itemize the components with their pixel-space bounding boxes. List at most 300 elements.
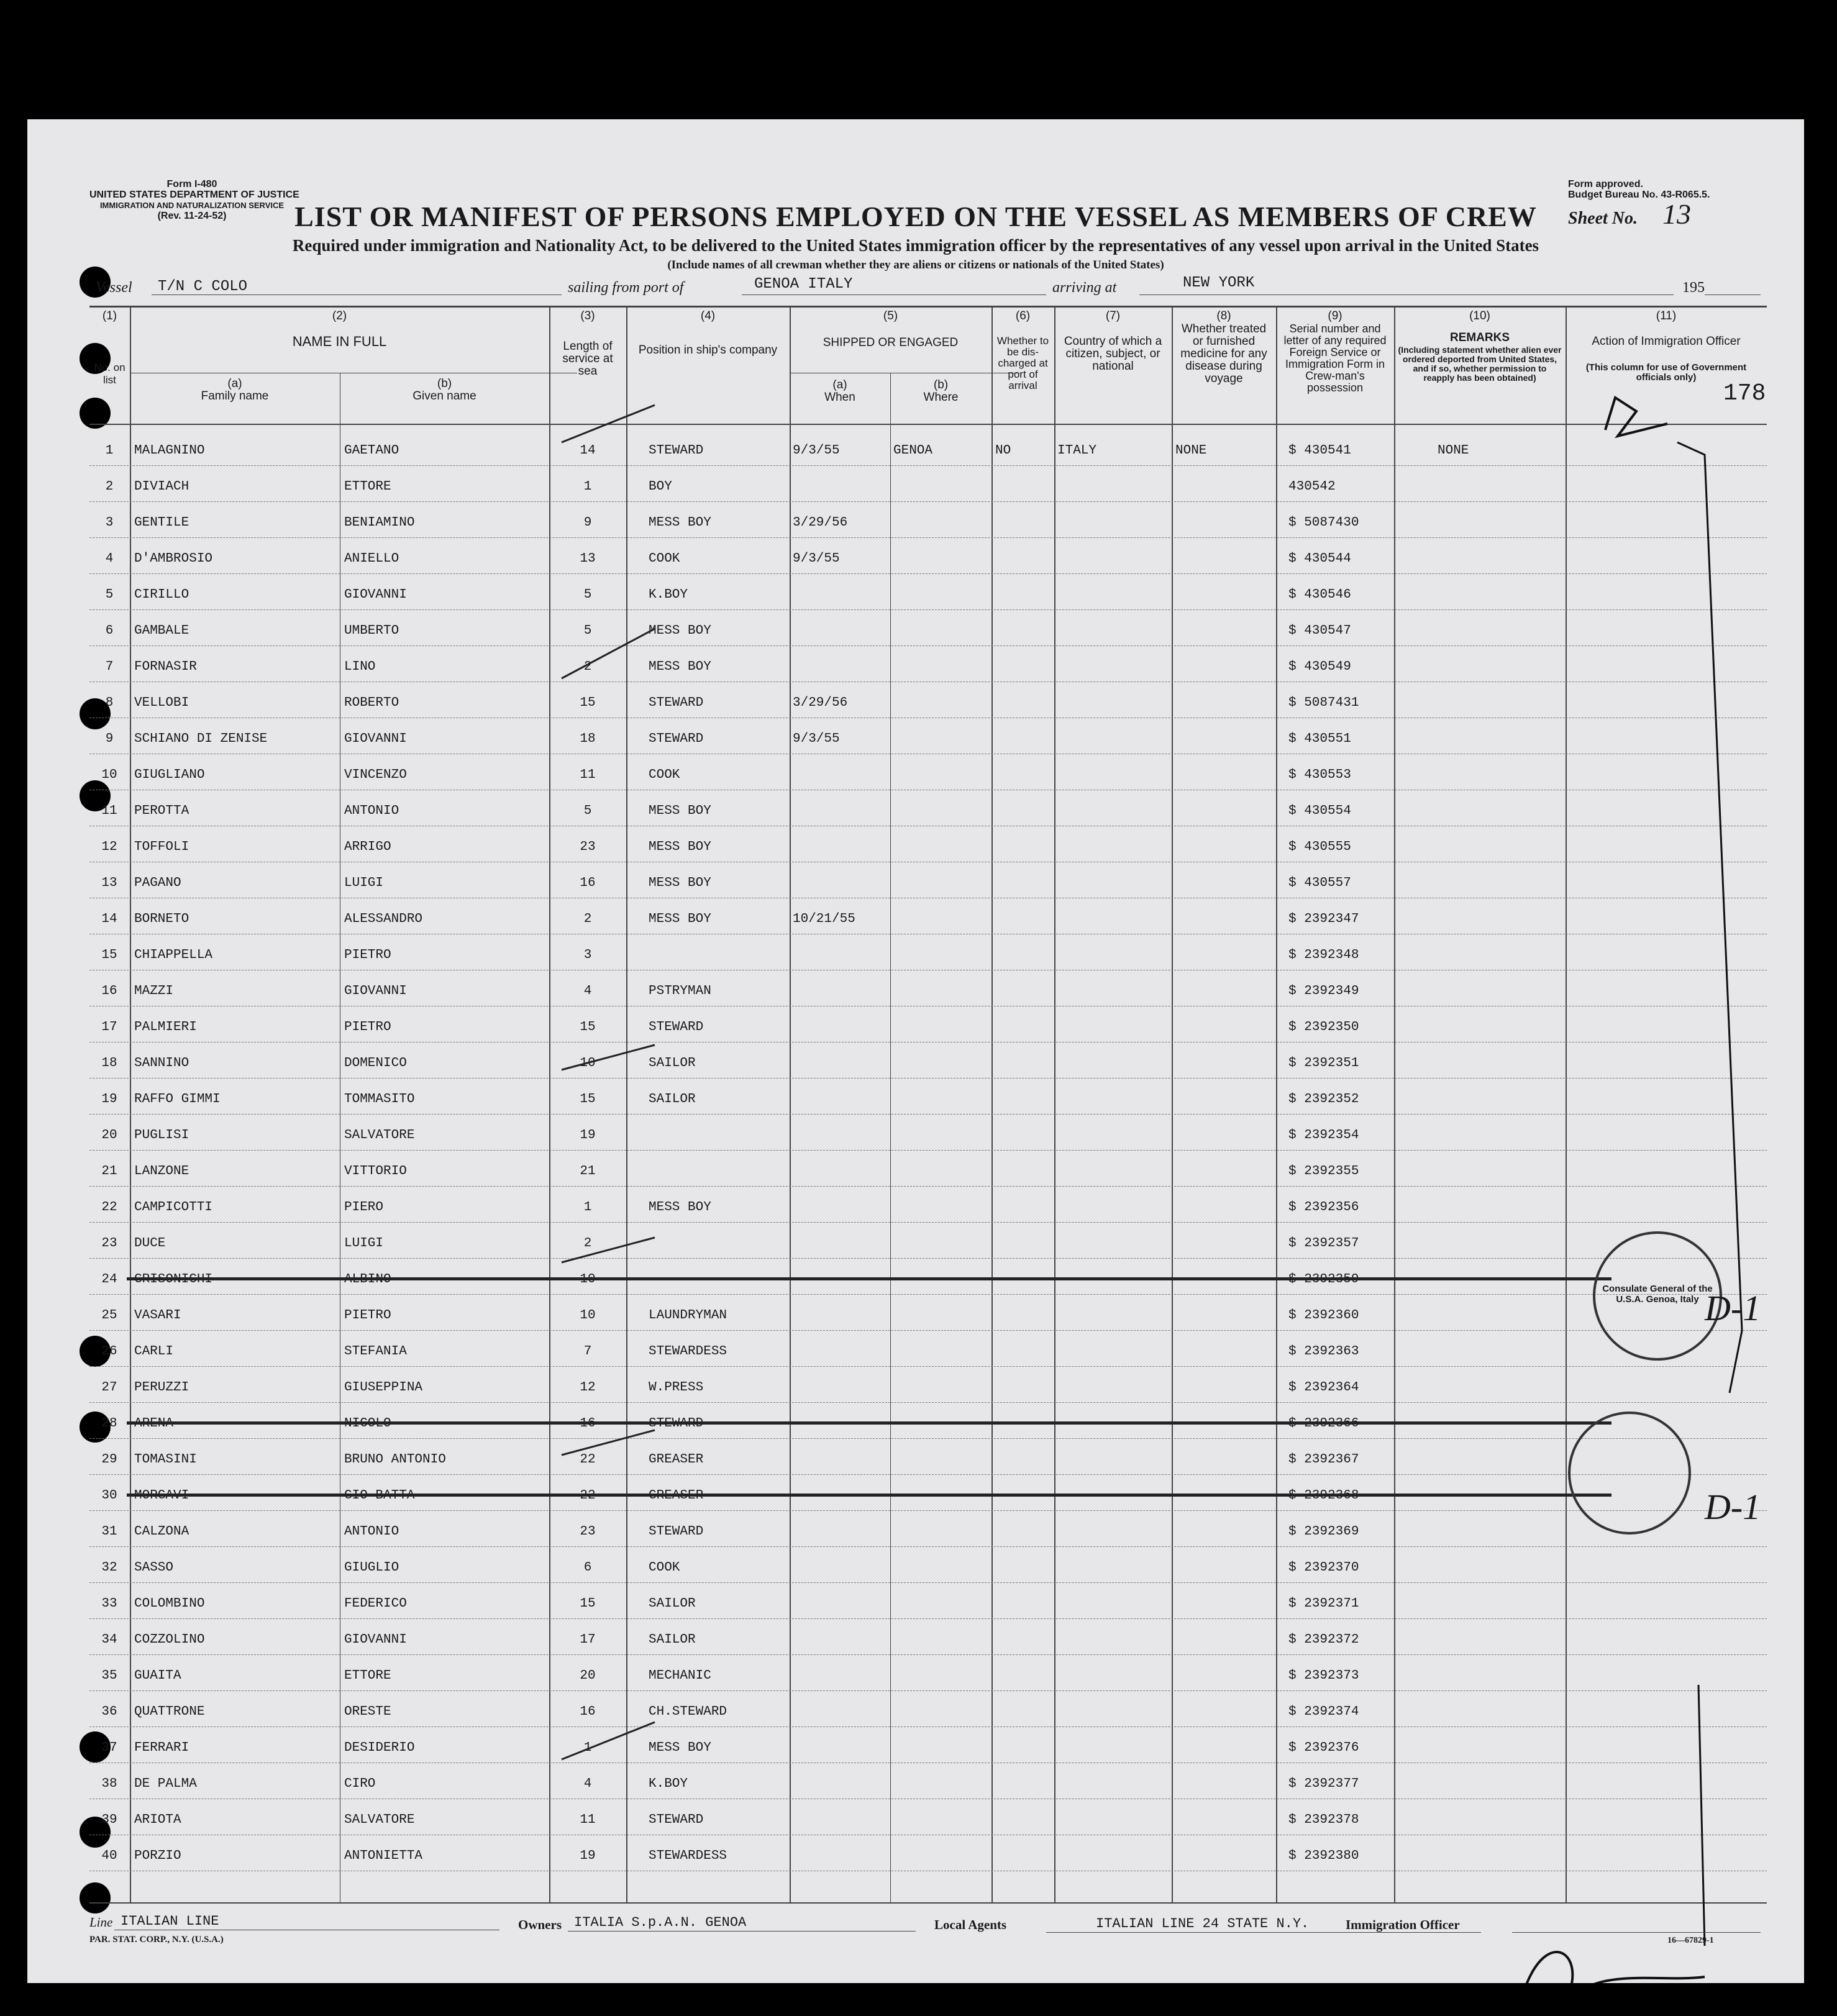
- position: W.PRESS: [649, 1380, 704, 1395]
- length-of-service: 22: [580, 1453, 596, 1467]
- length-of-service: 6: [583, 1561, 592, 1575]
- row-number: 24: [101, 1272, 117, 1287]
- col-header-where: (b) Where: [923, 378, 959, 404]
- given-name: ALESSANDRO: [344, 912, 423, 926]
- family-name: GIUGLIANO: [134, 768, 205, 782]
- serial-number: $ 430541: [1288, 444, 1351, 458]
- row-number: 5: [105, 588, 114, 602]
- position: LAUNDRYMAN: [649, 1308, 727, 1323]
- given-name: GIUGLIO: [344, 1561, 399, 1575]
- col-header-serial: Serial number and letter of any required Foreign Service or Immigration Form in Crew-man's possession: [1283, 322, 1387, 394]
- row-number: 6: [105, 624, 114, 638]
- shipped-when: 9/3/55: [793, 732, 840, 746]
- owners-name: ITALIA S.p.A.N. GENOA: [574, 1915, 747, 1930]
- family-name: MAZZI: [134, 984, 174, 998]
- length-of-service: 13: [580, 552, 596, 566]
- length-of-service: 15: [580, 1092, 596, 1106]
- row-number: 8: [105, 696, 114, 710]
- col-number: (2): [332, 309, 347, 322]
- serial-number: $ 430553: [1288, 768, 1351, 782]
- position: CH.STEWARD: [649, 1705, 727, 1719]
- year-field: 195: [1682, 280, 1705, 296]
- family-name: DE PALMA: [134, 1777, 197, 1791]
- owners-label: Owners: [518, 1917, 562, 1932]
- family-name: DIVIACH: [134, 480, 189, 494]
- col-header-remarks: REMARKS: [1449, 331, 1510, 344]
- serial-number: $ 2392347: [1288, 912, 1359, 926]
- given-name: ANIELLO: [344, 552, 399, 566]
- row-number: 29: [101, 1453, 117, 1467]
- length-of-service: 2: [583, 1236, 592, 1251]
- stamp-text: Consulate General of the U.S.A. Genoa, Italy: [1602, 1284, 1713, 1305]
- serial-number: $ 430546: [1288, 588, 1351, 602]
- family-name: MALAGNINO: [134, 444, 205, 458]
- given-name: ETTORE: [344, 480, 391, 494]
- position: K.BOY: [649, 588, 688, 602]
- row-number: 38: [101, 1777, 117, 1791]
- family-name: DUCE: [134, 1236, 166, 1251]
- given-name: PIETRO: [344, 1308, 391, 1323]
- position: STEWARD: [649, 444, 704, 458]
- form-rev: (Rev. 11-24-52): [157, 211, 227, 221]
- col-header-treated: Whether treated or furnished medicine for any disease during voyage: [1180, 322, 1267, 385]
- row-number: 11: [101, 804, 117, 818]
- tally-slash: [562, 1430, 655, 1455]
- serial-number: $ 2392355: [1288, 1164, 1359, 1179]
- length-of-service: 1: [583, 480, 592, 494]
- family-name: BORNETO: [134, 912, 189, 926]
- row-number: 30: [101, 1489, 117, 1503]
- length-of-service: 1: [583, 1200, 592, 1215]
- row-number: 28: [101, 1416, 117, 1431]
- position: MESS BOY: [649, 624, 711, 638]
- col-number: (9): [1328, 309, 1342, 322]
- given-name: VITTORIO: [344, 1164, 407, 1179]
- family-name: GENTILE: [134, 516, 189, 530]
- serial-number: $ 2392354: [1288, 1128, 1359, 1143]
- length-of-service: 11: [580, 1813, 596, 1827]
- manifest-sheet: [27, 119, 1804, 1983]
- row-number: 10: [101, 768, 117, 782]
- position: K.BOY: [649, 1777, 688, 1791]
- serial-number: $ 2392374: [1288, 1705, 1359, 1719]
- tally-slash: [562, 629, 655, 678]
- length-of-service: 19: [580, 1128, 596, 1143]
- family-name: FERRARI: [134, 1741, 189, 1755]
- col-number: (6): [1015, 309, 1031, 322]
- serial-number: $ 2392370: [1288, 1561, 1359, 1575]
- row-number: 36: [101, 1705, 117, 1719]
- col-header-name-in-full: NAME IN FULL: [292, 334, 387, 349]
- departure-port: GENOA ITALY: [754, 276, 853, 293]
- col-number: (10): [1469, 309, 1490, 322]
- given-name: GIOVANNI: [344, 732, 407, 746]
- shipped-when: 3/29/56: [793, 696, 848, 710]
- serial-number: $ 2392363: [1288, 1344, 1359, 1359]
- row-number: 26: [101, 1344, 117, 1359]
- serial-number: $ 2392350: [1288, 1020, 1359, 1034]
- col-header-action: Action of Immigration Officer: [1592, 335, 1741, 348]
- position: STEWARDESS: [649, 1344, 727, 1359]
- length-of-service: 2: [583, 660, 592, 674]
- vessel-label: Vessel: [96, 280, 132, 296]
- given-name: ETTORE: [344, 1669, 391, 1683]
- position: PSTRYMAN: [649, 984, 711, 998]
- budget-bureau: Budget Bureau No. 43-R065.5.: [1568, 189, 1710, 200]
- row-number: 35: [101, 1669, 117, 1683]
- serial-number: $ 430551: [1288, 732, 1351, 746]
- length-of-service: 3: [583, 948, 592, 962]
- arrival-port: NEW YORK: [1183, 275, 1255, 291]
- family-name: PEROTTA: [134, 804, 189, 818]
- length-of-service: 17: [580, 1633, 596, 1647]
- consulate-stamp: [1593, 1231, 1722, 1361]
- family-name: VELLOBI: [134, 696, 189, 710]
- length-of-service: 23: [580, 840, 596, 854]
- given-name: GIUSEPPINA: [344, 1380, 423, 1395]
- position: MESS BOY: [649, 912, 711, 926]
- given-name: SALVATORE: [344, 1128, 415, 1143]
- row-number: 13: [101, 876, 117, 890]
- position: BOY: [649, 480, 672, 494]
- serial-number: $ 2392349: [1288, 984, 1359, 998]
- family-name: CALZONA: [134, 1525, 189, 1539]
- serial-number: $ 2392357: [1288, 1236, 1359, 1251]
- col-header-no-on-list: No. on list: [94, 362, 125, 386]
- given-name: PIETRO: [344, 948, 391, 962]
- given-name: ORESTE: [344, 1705, 391, 1719]
- position: STEWARD: [649, 1020, 704, 1034]
- family-name: SCHIANO DI ZENISE: [134, 732, 268, 746]
- serial-number: $ 430547: [1288, 624, 1351, 638]
- family-name: D'AMBROSIO: [134, 552, 213, 566]
- length-of-service: 5: [583, 804, 592, 818]
- serial-number: $ 430549: [1288, 660, 1351, 674]
- serial-number: $ 2392373: [1288, 1669, 1359, 1683]
- given-name: ROBERTO: [344, 696, 399, 710]
- family-name: PALMIERI: [134, 1020, 197, 1034]
- given-name: ANTONIO: [344, 1525, 399, 1539]
- tally-slash: [562, 1045, 655, 1070]
- family-name: TOMASINI: [134, 1453, 197, 1467]
- position: SAILOR: [649, 1056, 696, 1070]
- row-number: 9: [105, 732, 114, 746]
- serial-number: $ 2392377: [1288, 1777, 1359, 1791]
- length-of-service: 4: [583, 1777, 592, 1791]
- row-number: 22: [101, 1200, 117, 1215]
- page-stamp-number: 178: [1723, 380, 1766, 407]
- col-number: (7): [1105, 309, 1121, 322]
- family-name: RAFFO GIMMI: [134, 1092, 221, 1106]
- given-name: LINO: [344, 660, 376, 674]
- given-name: ANTONIETTA: [344, 1849, 423, 1863]
- family-name: CHIAPPELLA: [134, 948, 213, 962]
- handwriting-layer: [27, 119, 1804, 1983]
- length-of-service: 7: [583, 1344, 592, 1359]
- page-title: LIST OR MANIFEST OF PERSONS EMPLOYED ON THE VESSEL AS MEMBERS OF CREW: [294, 201, 1537, 232]
- col-number: (3): [580, 309, 595, 322]
- length-of-service: 10: [580, 1056, 596, 1070]
- vessel-name: T/N C COLO: [158, 278, 248, 295]
- row-number: 2: [105, 480, 114, 494]
- family-name: CIRILLO: [134, 588, 189, 602]
- serial-number: $ 5087431: [1288, 696, 1359, 710]
- given-name: BENIAMINO: [344, 516, 415, 530]
- bracket-line-lower: [1698, 1685, 1705, 1946]
- position: STEWARD: [649, 1525, 704, 1539]
- row-number: 32: [101, 1561, 117, 1575]
- row-number: 14: [101, 912, 117, 926]
- position: MESS BOY: [649, 1200, 711, 1215]
- row-number: 31: [101, 1525, 117, 1539]
- length-of-service: 5: [583, 624, 592, 638]
- given-name: CIRO: [344, 1777, 376, 1791]
- row-number: 12: [101, 840, 117, 854]
- given-name: GIOVANNI: [344, 1633, 407, 1647]
- family-name: COZZOLINO: [134, 1633, 205, 1647]
- family-name: FORNASIR: [134, 660, 197, 674]
- sheet-label: Sheet No.: [1568, 209, 1638, 228]
- family-name: COLOMBINO: [134, 1597, 205, 1611]
- line-label: Line: [89, 1915, 113, 1930]
- length-of-service: 15: [580, 1020, 596, 1034]
- serial-number: $ 2392367: [1288, 1453, 1359, 1467]
- length-of-service: 21: [580, 1164, 596, 1179]
- length-of-service: 15: [580, 1597, 596, 1611]
- col-number: (8): [1216, 309, 1231, 322]
- length-of-service: 19: [580, 1849, 596, 1863]
- length-of-service: 15: [580, 696, 596, 710]
- serial-number: $ 5087430: [1288, 516, 1359, 530]
- family-name: LANZONE: [134, 1164, 189, 1179]
- shipped-when: 9/3/55: [793, 444, 840, 458]
- length-of-service: 1: [583, 1741, 592, 1755]
- col-header-action-note: (This column for use of Government officials only): [1585, 362, 1747, 383]
- given-name: BRUNO ANTONIO: [344, 1453, 446, 1467]
- treated: NONE: [1175, 444, 1207, 458]
- position: MESS BOY: [649, 516, 711, 530]
- col-header-position: Position in ship's company: [638, 344, 778, 357]
- length-of-service: 4: [583, 984, 592, 998]
- dept-line2: IMMIGRATION AND NATURALIZATION SERVICE: [99, 201, 285, 210]
- position: STEWARD: [649, 696, 704, 710]
- length-of-service: 14: [580, 444, 596, 458]
- tally-slash: [562, 1722, 655, 1759]
- arriving-label: arriving at: [1052, 280, 1117, 296]
- position: SAILOR: [649, 1633, 696, 1647]
- given-name: UMBERTO: [344, 624, 399, 638]
- length-of-service: 23: [580, 1525, 596, 1539]
- length-of-service: 20: [580, 1669, 596, 1683]
- family-name: CARLI: [134, 1344, 174, 1359]
- officer-label: Immigration Officer: [1346, 1917, 1460, 1932]
- length-of-service: 2: [583, 912, 592, 926]
- given-name: LUIGI: [344, 876, 384, 890]
- checkmark-d1: [1605, 398, 1667, 436]
- serial-number: $ 2392369: [1288, 1525, 1359, 1539]
- col-header-country: Country of which a citizen, subject, or national: [1064, 335, 1162, 373]
- position: SAILOR: [649, 1597, 696, 1611]
- row-number: 1: [105, 444, 114, 458]
- action-mark: D-1: [1705, 1487, 1761, 1527]
- row-number: 3: [105, 516, 114, 530]
- row-number: 4: [105, 552, 114, 566]
- family-name: PAGANO: [134, 876, 181, 890]
- row-number: 16: [101, 984, 117, 998]
- length-of-service: 18: [580, 732, 596, 746]
- family-name: CAMPICOTTI: [134, 1200, 213, 1215]
- serial-number: $ 430544: [1288, 552, 1351, 566]
- given-name: TOMMASITO: [344, 1092, 415, 1106]
- given-name: VINCENZO: [344, 768, 407, 782]
- length-of-service: 10: [580, 1308, 596, 1323]
- country: ITALY: [1057, 444, 1097, 458]
- given-name: PIETRO: [344, 1020, 391, 1034]
- position: STEWARDESS: [649, 1849, 727, 1863]
- serial-number: $ 2392356: [1288, 1200, 1359, 1215]
- officer-underline: [1512, 1932, 1761, 1933]
- row-number: 19: [101, 1092, 117, 1106]
- given-name: GAETANO: [344, 444, 399, 458]
- col-header-when: (a) When: [824, 378, 855, 404]
- shipped-when: 3/29/56: [793, 516, 848, 530]
- owners-underline: [568, 1931, 916, 1932]
- col-number: (5): [883, 309, 898, 322]
- row-number: 39: [101, 1813, 117, 1827]
- length-of-service: 16: [580, 876, 596, 890]
- officer-signature: [1525, 1952, 1705, 1983]
- given-name: ARRIGO: [344, 840, 391, 854]
- family-name: GUAITA: [134, 1669, 181, 1683]
- remarks: NONE: [1438, 444, 1469, 458]
- col-header-discharged: Whether to be dis-charged at port of arrival: [996, 335, 1049, 391]
- family-name: PERUZZI: [134, 1380, 189, 1395]
- length-of-service: 9: [583, 516, 592, 530]
- line-name: ITALIAN LINE: [121, 1913, 219, 1929]
- given-name: GIOVANNI: [344, 984, 407, 998]
- form-id: Form I-480: [166, 179, 217, 189]
- position: MESS BOY: [649, 840, 711, 854]
- length-of-service: 12: [580, 1380, 596, 1395]
- position: COOK: [649, 552, 680, 566]
- row-number: 21: [101, 1164, 117, 1179]
- printer-credit: PAR. STAT. CORP., N.Y. (U.S.A.): [89, 1935, 224, 1945]
- position: MECHANIC: [649, 1669, 711, 1683]
- col-number: (11): [1656, 309, 1677, 322]
- length-of-service: 5: [583, 588, 592, 602]
- col-number: (4): [700, 309, 716, 322]
- serial-number: $ 430557: [1288, 876, 1351, 890]
- col-header-given-name: (b) Given name: [413, 377, 476, 403]
- action-mark: D-1: [1705, 1288, 1761, 1328]
- given-name: GIOVANNI: [344, 588, 407, 602]
- family-name: QUATTRONE: [134, 1705, 205, 1719]
- shipped-when: 9/3/55: [793, 552, 840, 566]
- row-number: 17: [101, 1020, 117, 1034]
- col-header-length: Length of service at sea: [562, 340, 613, 378]
- serial-number: $ 2392348: [1288, 948, 1359, 962]
- sailing-label: sailing from port of: [568, 280, 684, 296]
- serial-number: $ 2392378: [1288, 1813, 1359, 1827]
- row-number: 27: [101, 1380, 117, 1395]
- shipped-where: GENOA: [893, 444, 933, 458]
- row-number: 7: [105, 660, 114, 674]
- position: MESS BOY: [649, 876, 711, 890]
- shipped-when: 10/21/55: [793, 912, 855, 926]
- family-name: GAMBALE: [134, 624, 189, 638]
- tally-slash: [562, 405, 655, 442]
- position: MESS BOY: [649, 804, 711, 818]
- family-name: SASSO: [134, 1561, 174, 1575]
- family-name: SANNINO: [134, 1056, 189, 1070]
- length-of-service: 11: [580, 768, 596, 782]
- subtitle-note: (Include names of all crewman whether they are aliens or citizens or nationals of the United States): [667, 258, 1164, 271]
- position: STEWARD: [649, 732, 704, 746]
- length-of-service: 16: [580, 1705, 596, 1719]
- row-number: 18: [101, 1056, 117, 1070]
- serial-number: 430542: [1288, 480, 1336, 494]
- row-number: 15: [101, 948, 117, 962]
- agents-label: Local Agents: [934, 1917, 1007, 1932]
- row-number: 40: [101, 1849, 117, 1863]
- family-name: VASARI: [134, 1308, 181, 1323]
- given-name: STEFANIA: [344, 1344, 407, 1359]
- col-header-family-name: (a) Family name: [201, 377, 269, 403]
- serial-number: $ 430555: [1288, 840, 1351, 854]
- given-name: PIERO: [344, 1200, 384, 1215]
- row-number: 34: [101, 1633, 117, 1647]
- row-number: 33: [101, 1597, 117, 1611]
- row-number: 25: [101, 1308, 117, 1323]
- agents-name: ITALIAN LINE 24 STATE N.Y.: [1096, 1916, 1310, 1932]
- row-number: 20: [101, 1128, 117, 1143]
- given-name: ANTONIO: [344, 804, 399, 818]
- form-approved: Form approved.: [1568, 179, 1643, 189]
- position: GREASER: [649, 1453, 704, 1467]
- serial-number: $ 2392372: [1288, 1633, 1359, 1647]
- serial-number: $ 2392376: [1288, 1741, 1359, 1755]
- position: COOK: [649, 1561, 680, 1575]
- col-header-remarks-note: (Including statement whether alien ever ordered deported from United States, and if so, whether permission to reapply has been obtained): [1398, 345, 1562, 383]
- serial-number: $ 2392380: [1288, 1849, 1359, 1863]
- row-number: 37: [101, 1741, 117, 1755]
- print-code: 16—67829-1: [1667, 1936, 1714, 1945]
- col-number: (1): [102, 309, 117, 322]
- tally-slash: [562, 1238, 655, 1262]
- family-name: TOFFOLI: [134, 840, 189, 854]
- position: COOK: [649, 768, 680, 782]
- given-name: SALVATORE: [344, 1813, 415, 1827]
- family-name: PUGLISI: [134, 1128, 189, 1143]
- row-number: 23: [101, 1236, 117, 1251]
- sheet-number: 13: [1662, 198, 1691, 230]
- position: STEWARD: [649, 1813, 704, 1827]
- subtitle: Required under immigration and Nationality Act, to be delivered to the United States immigration officer by the representatives of any vessel upon arrival in the United States: [292, 236, 1539, 255]
- serial-number: $ 2392351: [1288, 1056, 1359, 1070]
- given-name: LUIGI: [344, 1236, 384, 1251]
- discharged: NO: [995, 444, 1011, 458]
- position: MESS BOY: [649, 1741, 711, 1755]
- consulate-stamp: [1568, 1412, 1691, 1535]
- position: MESS BOY: [649, 660, 711, 674]
- dept-line1: UNITED STATES DEPARTMENT OF JUSTICE: [89, 189, 299, 200]
- serial-number: $ 430554: [1288, 804, 1351, 818]
- serial-number: $ 2392352: [1288, 1092, 1359, 1106]
- col-header-shipped: SHIPPED OR ENGAGED: [823, 336, 959, 349]
- given-name: FEDERICO: [344, 1597, 407, 1611]
- position: SAILOR: [649, 1092, 696, 1106]
- given-name: DOMENICO: [344, 1056, 407, 1070]
